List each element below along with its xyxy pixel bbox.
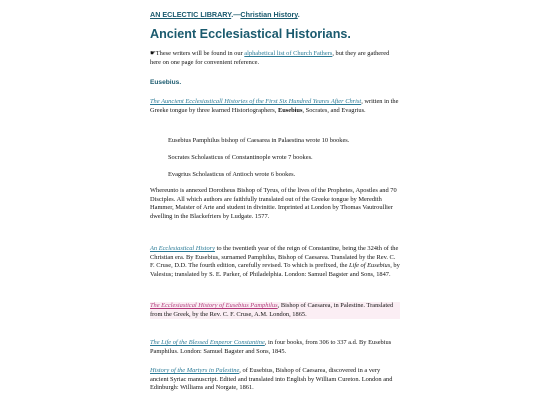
pointing-hand-icon: ☛: [150, 50, 156, 57]
life-of-constantine-link[interactable]: [150, 339, 265, 346]
entry-auncient-histories: [150, 98, 400, 115]
page-title: Ancient Ecclesiastical Historians.: [150, 27, 351, 41]
breadcrumb: [150, 10, 400, 19]
ecclesiastical-history-title: An Ecclesiastical History: [150, 245, 215, 252]
intro-text-after: , but they are gathered here on one page for convenient reference.: [150, 50, 390, 66]
entry2-text-b: , by Valesius; translated by S. E. Parker, of Philadelphia. London: Samuel Bagster and Sons, 1847.: [150, 262, 400, 278]
martyrs-in-palestine-link[interactable]: [150, 367, 239, 374]
entry1-bold-name: Eusebius: [277, 106, 303, 114]
life-of-eusebius-italic: Life of Eusebius: [349, 262, 391, 270]
entry1-text-b: , Socrates, and Evagrius.: [302, 106, 366, 114]
breadcrumb-separator: .—: [231, 10, 241, 19]
breadcrumb-end: .: [297, 10, 300, 19]
library-link[interactable]: AN ECLECTIC LIBRARY: [150, 10, 232, 19]
sub-item-eusebius: Eusebius Pamphilus bishop of Caesarea in Palaestina wrote 10 bookes.: [168, 137, 350, 144]
whereunto-paragraph: Whereunto is annexed Dorotheus Bishop of Tyrus, of the lives of the Prophetes, Apostles and 70 Disciples. All which authors are faithfully translated out of the Greeke tongue by Meredith Hammer, Maister of Arte and student in divinitie. Imprinted at London by Thomas Vautroullier dwelling in the Blackefriers by Ludgate. 1577.: [150, 187, 397, 220]
eusebius-pamphilus-link[interactable]: [150, 302, 278, 309]
auncient-histories-title: The Auncient Ecclesiasticall Histories of the First Six Hundred Yeares After Christ: [150, 98, 362, 105]
entry4-text: , in four books, from 306 to 337 a.d. By Eusebius Pamphilus. London: Samuel Bagster and Sons, 1845.: [150, 339, 392, 355]
entry3-text: , Bishop of Caesarea, in Palestine. Translated from the Greek, by the Rev. C. F. Cruse, A.M. London, 1865.: [150, 302, 394, 318]
section-heading: Eusebius.: [150, 79, 182, 86]
entry-martyrs-in-palestine: [150, 367, 400, 393]
eusebius-pamphilus-title: The Ecclesiastical History of Eusebius Pamphilus: [150, 302, 278, 309]
christian-history-link[interactable]: Christian History: [240, 10, 298, 19]
intro-text-before: These writers will be found in our: [155, 50, 245, 57]
church-fathers-link[interactable]: alphabetical list of Church Fathers: [244, 50, 333, 57]
sub-item-socrates: Socrates Scholasticus of Constantinople wrote 7 bookes.: [168, 154, 313, 161]
entry-life-of-constantine: [150, 339, 400, 356]
entry-history-eusebius-pamphilus: [150, 302, 400, 319]
auncient-histories-link[interactable]: [150, 98, 361, 105]
intro-paragraph: [150, 50, 400, 67]
sub-item-evagrius: Evagrius Scholasticus of Antioch wrote 6 bookes.: [168, 171, 296, 178]
entry2-text-a: to the twentieth year of the reign of Constantine, being the 324th of the Christian era. By Eusebius, surnamed Pamphilus, Bishop of Caesarea. Translated by the Rev. C. F. Cruse, D.D. The fourth edition, carefully revised. To which is prefixed, the: [150, 245, 399, 270]
entry5-text: , of Eusebius, Bishop of Caesarea, discovered in a very ancient Syriac manuscript. Edited and translated into English by William Cureton. London and Edinburgh: Williams and Norgate, 1861.: [150, 367, 393, 392]
entry-ecclesiastical-history: [150, 245, 400, 279]
life-of-constantine-title: The Life of the Blessed Emperor Constantine: [150, 339, 265, 346]
martyrs-in-palestine-title: History of the Martyrs in Palestine: [150, 367, 240, 374]
entry1-text-a: , written in the Greeke tongue by three learned Historiographers,: [150, 98, 399, 114]
ecclesiastical-history-link[interactable]: [150, 245, 215, 252]
